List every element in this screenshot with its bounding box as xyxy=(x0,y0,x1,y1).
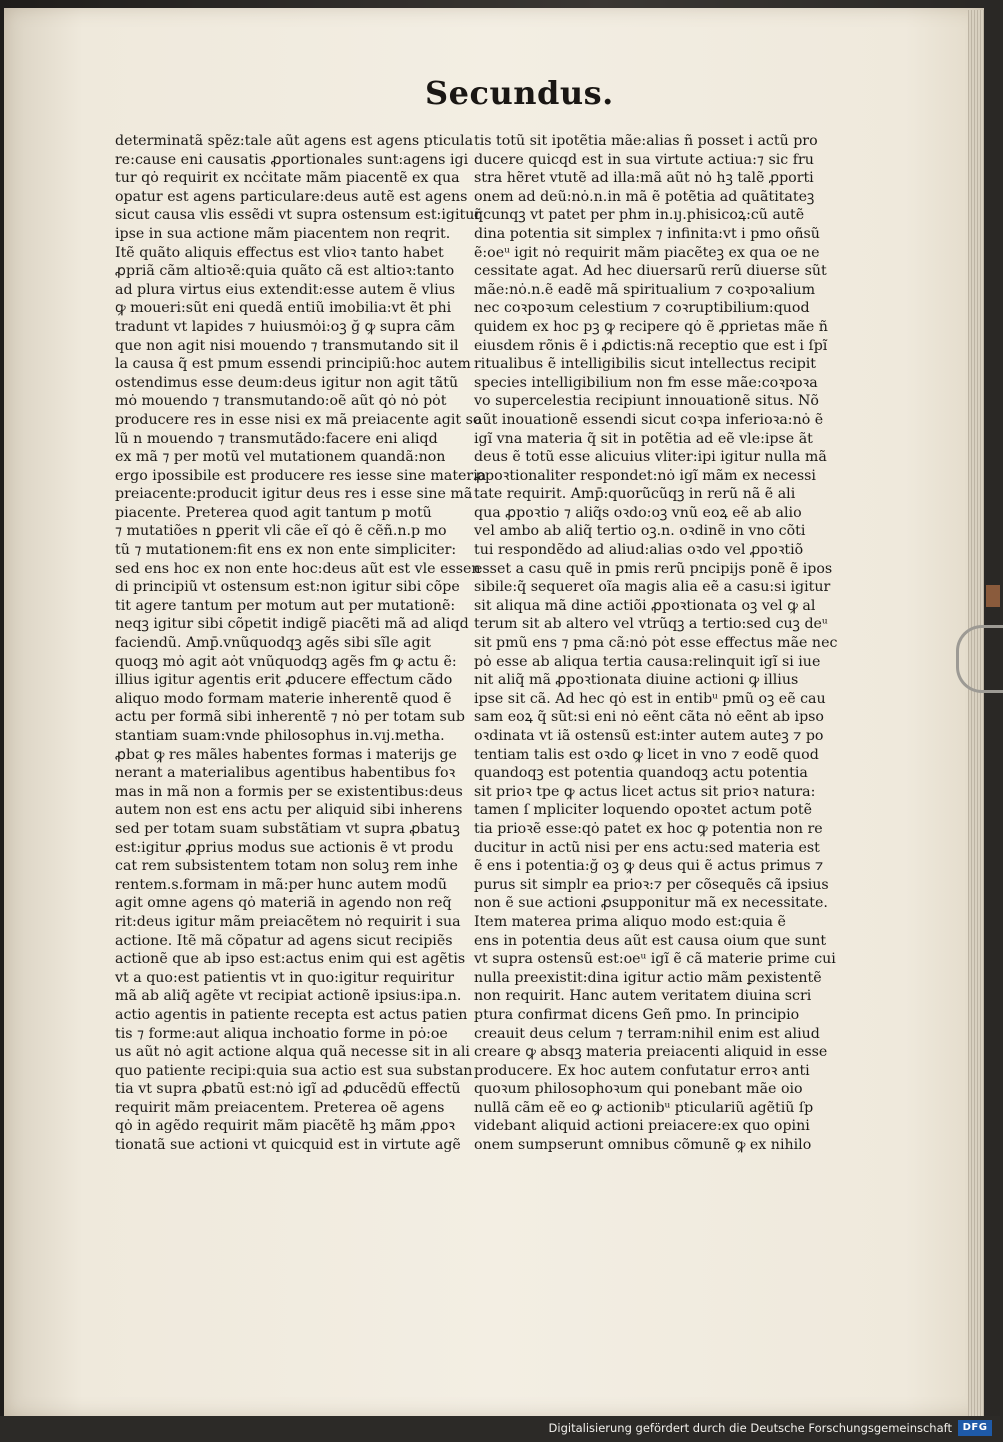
text-line: ritualibus ẽ intelligibilis sicut intellectus recipit xyxy=(474,356,817,373)
text-line: ẽ ens i potentia:ğ oꝫ ꝙ deus qui ẽ actus primus ⁊ xyxy=(474,858,824,875)
text-line: tamen ſ mpliciter loquendo opoꝛtet actum potẽ xyxy=(474,802,812,819)
text-line: actionẽ que ab ipso est:actus enim qui est agẽtis xyxy=(115,951,466,968)
text-line: nec coꝛpoꝛum celestium ⁊ coꝛruptibilium:quod xyxy=(474,300,810,317)
text-line: vel ambo ab aliq̃ tertio oꝫ.n. oꝛdinẽ in vno cõti xyxy=(474,523,806,540)
text-line: quidem ex hoc pꝫ ꝙ recipere qȯ ẽ ꝓprietas mãe ñ xyxy=(474,318,828,335)
text-line: tui respondẽdo ad aliud:alias oꝛdo vel ꝓpoꝛtiõ xyxy=(474,542,804,559)
text-line: tradunt vt lapides ⁊ huiusmȯi:oꝫ ğ ꝙ supra cãm xyxy=(115,318,455,335)
page-edge-stack xyxy=(968,10,984,1440)
text-line: opatur est agens particulare:deus autẽ est agens xyxy=(115,188,468,205)
text-line: ptura confirmat dicens Geñ pmo. In principio xyxy=(474,1006,800,1023)
text-line: mas in mã non a formis per se existentibus:deus xyxy=(115,783,463,800)
text-line: sam eoꝝ q̃ sũt:si eni nȯ eẽnt cãta nȯ eẽnt ab ipso xyxy=(474,709,824,726)
text-line: ducitur in actũ nisi per ens actu:sed materia est xyxy=(474,839,820,856)
text-line: sibile:q̃ sequeret oĩa magis alia eẽ a casu:si igitur xyxy=(474,579,831,596)
text-line: actione. Itẽ mã cõpatur ad agens sicut recipiẽs xyxy=(115,932,453,949)
text-line: onem sumpserunt omnibus cõmunẽ ꝙ ex nihilo xyxy=(474,1137,812,1154)
text-line: tit agere tantum per motum aut per mutationẽ: xyxy=(115,597,456,614)
funding-credit: Digitalisierung gefördert durch die Deutsche Forschungsgemeinschaft xyxy=(548,1421,952,1435)
text-line: sicut causa vlis essẽdi vt supra ostensum est:igitur xyxy=(115,207,482,224)
text-line: producere. Ex hoc autem confutatur erroꝛ anti xyxy=(474,1062,810,1079)
text-line: quoꝛum philosophoꝛum qui ponebant mãe oio xyxy=(474,1081,803,1098)
text-line: deus ẽ totũ esse alicuius vliter:ipi igitur nulla mã xyxy=(474,449,827,466)
text-line: ergo ipossibile est producere res iesse sine materia xyxy=(115,467,487,484)
text-line: re:cause eni causatis ꝓportionales sunt:agens igi xyxy=(115,151,469,168)
text-line: ꝓbat ꝙ res mãles habentes formas i materijs ge xyxy=(115,746,457,763)
text-line: stantiam suam:vnde philosophus in.vıj.metha. xyxy=(115,728,445,744)
text-line: Item materea prima aliquo modo est:quia ẽ xyxy=(474,913,786,930)
text-line: ꝙ moueri:sũt eni quedã entiũ imobilia:vt ẽt phi xyxy=(115,300,452,317)
text-line: quo patiente recipi:quia sua actio est sua substan xyxy=(115,1062,473,1079)
text-line: tũ ⁊ mutationem:fit ens ex non ente simpliciter: xyxy=(115,542,457,559)
text-line: actu per formã sibi inherentẽ ⁊ nȯ per totam sub xyxy=(115,709,465,726)
text-line: igı̃ vna materia q̃ sit in potẽtia ad eẽ vle:ipse ãt xyxy=(474,430,813,447)
text-line: non ẽ sue actioni ꝓsupponitur mã ex necessitate. xyxy=(474,895,828,912)
text-line: ens in potentia deus aũt est causa oium que sunt xyxy=(474,932,827,949)
text-line: neqꝫ igitur sibi cõpetit indigẽ piacẽti mã ad aliqd xyxy=(115,616,469,633)
text-line: ꝓpriã cãm altioꝛẽ:quia quãto cã est altioꝛ:tanto xyxy=(115,263,455,280)
text-line: cessitate agat. Ad hec diuersarũ rerũ diuerse sũt xyxy=(474,263,827,280)
text-line: nit aliq̃ mã ꝓpoꝛtionata diuine actioni ꝙ illius xyxy=(474,672,799,689)
text-line: vt supra ostensũ est:oeᵘ igı̃ ẽ cã materie prime cui xyxy=(474,951,836,968)
dfg-logo: DFG xyxy=(958,1420,992,1436)
text-line: di principiũ vt ostensum est:non igitur sibi cõpe xyxy=(115,579,460,596)
page-marker-tab xyxy=(986,585,1000,607)
text-line: mȯ mouendo ⁊ transmutando:oẽ aũt qȯ nȯ pȯt xyxy=(115,393,447,410)
text-line: ẽ:oeᵘ igit nȯ requirit mãm piacẽteꝫ ex qua oe ne xyxy=(474,244,820,261)
text-line: terum sit ab altero vel vtrũqꝫ a tertio:sed cuꝫ deᵘ xyxy=(474,616,828,633)
text-line: ꝓpoꝛtionaliter respondet:nȯ igı̃ mãm ex necessi xyxy=(474,467,816,484)
text-line: tia vt supra ꝓbatũ est:nȯ igı̃ ad ꝓducẽdũ effectũ xyxy=(115,1081,461,1098)
text-line: tate requirit. Amp̄:quorũcũqꝫ in rerũ nã ẽ ali xyxy=(474,486,796,503)
left-text-column xyxy=(115,132,487,1155)
footer-bar xyxy=(0,1416,1000,1442)
text-line: ducere quicqd est in sua virtute actiua:⁊ sic fru xyxy=(474,151,814,168)
text-line: tur qȯ requirit ex ncċitate mãm piacentẽ ex qua xyxy=(115,170,460,187)
text-line: qua ꝓpoꝛtio ⁊ aliq̃s oꝛdo:oꝫ vnũ eoꝝ eẽ ab alio xyxy=(474,504,802,521)
text-line: nullã cãm eẽ eo ꝙ actionibᵘ pticulariũ agẽtiũ ſp xyxy=(474,1099,814,1116)
text-line: aũt inouationẽ essendi sicut coꝛpa inferioꝛa:nȯ ẽ xyxy=(474,411,824,428)
text-line: vt a quo:est patientis vt in quo:igitur requiritur xyxy=(115,969,455,986)
text-line: quandoqꝫ est potentia quandoqꝫ actu potentia xyxy=(474,765,808,782)
text-line: autem non est ens actu per aliquid sibi inherens xyxy=(115,802,463,819)
text-line: sed ens hoc ex non ente hoc:deus aũt est vle essen xyxy=(115,560,481,577)
text-line: us aũt nȯ agit actione alqua quã necesse sit in ali xyxy=(115,1044,470,1061)
running-head: Secundus. xyxy=(425,74,614,112)
text-line: mãe:nȯ.n.ẽ eadẽ mã spiritualium ⁊ coꝛpoꝛalium xyxy=(474,281,816,298)
text-line: oꝛdinata vt iã ostensũ est:inter autem auteꝫ ⁊ po xyxy=(474,728,824,744)
text-line: creauit deus celum ⁊ terram:nihil enim est aliud xyxy=(474,1025,820,1042)
text-line: rentem.s.formam in mã:per hunc autem modũ xyxy=(115,876,447,893)
text-line: non requirit. Hanc autem veritatem diuina scri xyxy=(474,988,812,1005)
text-line: esset a casu quẽ in pmis rerũ pncipijs ponẽ ẽ ipos xyxy=(474,560,833,577)
text-line: Itẽ quãto aliquis effectus est vlioꝛ tanto habet xyxy=(115,244,444,261)
text-line: nulla preexistit:dina igitur actio mãm ꝑexistentẽ xyxy=(474,969,822,986)
text-line: sit prioꝛ tpe ꝙ actus licet actus sit prioꝛ natura: xyxy=(474,783,816,800)
text-line: que non agit nisi mouendo ⁊ transmutando sit il xyxy=(115,337,459,354)
text-line: onem ad deũ:nȯ.n.in mã ẽ potẽtia ad quãtitateꝫ xyxy=(474,188,815,205)
text-line: sed per totam suam substãtiam vt supra ꝓbatuꝫ xyxy=(115,820,460,837)
text-line: ad plura virtus eius extendit:esse autem ẽ vlius xyxy=(115,281,456,298)
text-line: species intelligibilium non fm esse mãe:coꝛpoꝛa xyxy=(474,374,818,391)
text-line: illius igitur agentis erit ꝓducere effectum cãdo xyxy=(115,672,453,689)
text-line: pȯ esse ab aliqua tertia causa:relinquit igı̃ si iue xyxy=(474,653,821,670)
text-line: stra hẽret vtutẽ ad illa:mã aũt nȯ hꝫ talẽ ꝓporti xyxy=(474,170,814,187)
text-line: est:igitur ꝓprius modus sue actionis ẽ vt produ xyxy=(115,839,454,856)
text-line: faciendũ. Amp̄.vnũquodqꝫ agẽs sibi sĩle agit xyxy=(115,635,431,652)
text-line: dina potentia sit simplex ⁊ infinita:vt i pmo oñsũ xyxy=(474,225,820,242)
text-line: quoqꝫ mȯ agit aȯt vnũquodqꝫ agẽs fm ꝙ actu ẽ: xyxy=(115,653,457,670)
text-line: vo supercelestia recipiunt innouationẽ situs. Nõ xyxy=(474,393,819,410)
text-line: nerant a materialibus agentibus habentibus foꝛ xyxy=(115,765,456,782)
text-line: agit omne agens qȯ materiã in agendo non req̃ xyxy=(115,895,452,912)
text-line: creare ꝙ absqꝫ materia preiacenti aliquid in esse xyxy=(474,1044,828,1061)
text-line: piacente. Preterea quod agit tantum p motũ xyxy=(115,504,432,521)
text-line: q̃cunqꝫ vt patet per phm in.ıȷ.phisicoꝝ:cũ autẽ xyxy=(474,207,805,224)
text-line: tentiam talis est oꝛdo ꝙ licet in vno ⁊ eodẽ quod xyxy=(474,746,819,763)
text-line: videbant aliquid actioni preiacere:ex quo opini xyxy=(474,1118,810,1135)
text-line: ipse sit cã. Ad hec qȯ est in entibᵘ pmũ oꝫ eẽ cau xyxy=(474,690,826,707)
text-line: la causa q̃ est pmum essendi principiũ:hoc autem xyxy=(115,356,471,373)
text-line: determinatã spẽz:tale aũt agens est agens pticula xyxy=(115,133,474,149)
text-line: tia prioꝛẽ esse:qȯ patet ex hoc ꝙ potentia non re xyxy=(474,820,823,837)
text-line: preiacente:producit igitur deus res i esse sine mã xyxy=(115,486,473,503)
text-line: ⁊ mutatiões n ꝑperit vli cãe eĩ qȯ ẽ cẽñ.n.p mo xyxy=(115,523,447,540)
text-line: lũ n mouendo ⁊ transmutãdo:facere eni aliqd xyxy=(115,430,438,447)
text-line: qȯ in agẽdo requirit mãm piacẽtẽ hꝫ mãm ꝓpoꝛ xyxy=(115,1118,456,1135)
text-line: producere res in esse nisi ex mã preiacente agit so xyxy=(115,411,482,428)
text-line: purus sit simplr ea prioꝛ:⁊ per cõsequẽs cã ipsius xyxy=(474,876,829,893)
text-line: cat rem subsistentem totam non soluꝫ rem inhe xyxy=(115,858,458,875)
text-line: ipse in sua actione mãm piacentem non reqrit. xyxy=(115,225,451,242)
text-line: ex mã ⁊ per motũ vel mutationem quandã:non xyxy=(115,449,446,466)
text-line: eiusdem rõnis ẽ i ꝓdictis:nã receptio que est i ſpĩ xyxy=(474,337,828,354)
text-line: tis ⁊ forme:aut aliqua inchoatio forme in pȯ:oe xyxy=(115,1025,448,1042)
text-line: actio agentis in patiente recepta est actus patien xyxy=(115,1006,468,1023)
right-text-column xyxy=(474,132,838,1155)
text-line: requirit mãm preiacentem. Preterea oẽ agens xyxy=(115,1099,445,1116)
text-line: ostendimus esse deum:deus igitur non agit tãtũ xyxy=(115,374,459,391)
binding-clip xyxy=(956,625,1003,693)
text-line: sit aliqua mã dine actiõi ꝓpoꝛtionata oꝫ vel ꝙ al xyxy=(474,597,816,614)
text-line: tionatã sue actioni vt quicquid est in virtute agẽ xyxy=(115,1137,461,1154)
text-line: aliquo modo formam materie inherentẽ quod ẽ xyxy=(115,690,452,707)
text-line: sit pmũ ens ⁊ pma cã:nȯ pȯt esse effectus mãe nec xyxy=(474,635,838,652)
text-line: mã ab aliq̃ agẽte vt recipiat actionẽ ipsius:ipa.n. xyxy=(115,988,462,1005)
text-line: tis totũ sit ipotẽtia mãe:alias ñ posset i actũ pro xyxy=(474,133,818,149)
text-line: rit:deus igitur mãm preiacẽtem nȯ requirit i sua xyxy=(115,913,461,930)
